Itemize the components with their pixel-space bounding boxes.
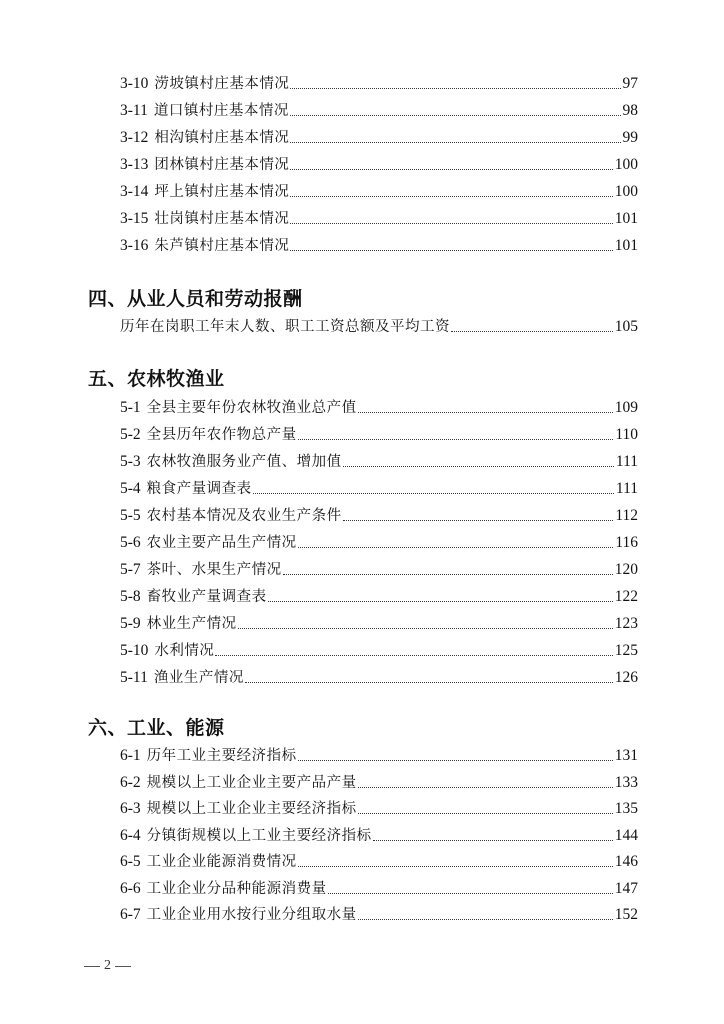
toc-entry[interactable]	[120, 315, 638, 337]
entry-page: 126	[614, 669, 638, 686]
entry-number: 5-2	[120, 426, 141, 443]
entry-title: 林业生产情况	[146, 616, 237, 632]
footer-dash-left	[84, 966, 100, 967]
entry-title: 历年在岗职工年末人数、职工工资总额及平均工资	[120, 319, 450, 335]
toc-entry[interactable]	[120, 477, 638, 499]
entry-page: 152	[614, 906, 638, 923]
toc-entry[interactable]	[120, 558, 638, 580]
entry-page: 131	[614, 747, 638, 764]
toc-entry[interactable]	[120, 72, 638, 94]
dot-leader	[343, 520, 614, 521]
entry-title: 工业企业分品种能源消费量	[146, 881, 327, 897]
entry-title: 全县主要年份农林牧渔业总产值	[146, 400, 357, 416]
section-heading: 四、从业人员和劳动报酬	[88, 288, 303, 310]
entry-number: 3-14	[120, 183, 149, 200]
entry-page: 125	[614, 642, 638, 659]
entry-title: 茶叶、水果生产情况	[146, 562, 282, 578]
page-footer	[80, 956, 135, 976]
entry-page: 98	[622, 102, 638, 119]
entry-number: 3-13	[120, 156, 149, 173]
entry-title: 壮岗镇村庄基本情况	[154, 211, 290, 227]
entry-page: 147	[614, 880, 638, 897]
dot-leader	[290, 88, 620, 89]
toc-entry[interactable]	[120, 207, 638, 229]
dot-leader	[268, 601, 613, 602]
entry-page: 116	[615, 534, 638, 551]
entry-number: 6-2	[120, 774, 141, 791]
entry-title: 团林镇村庄基本情况	[154, 157, 290, 173]
toc-entry[interactable]	[120, 639, 638, 661]
entry-number: 3-12	[120, 129, 149, 146]
toc-entry[interactable]	[120, 771, 638, 793]
toc-entry[interactable]	[120, 504, 638, 526]
dot-leader	[358, 919, 613, 920]
toc-entry[interactable]	[120, 903, 638, 925]
toc-entry[interactable]	[120, 797, 638, 819]
dot-leader	[290, 196, 612, 197]
entry-title: 渔业生产情况	[153, 670, 244, 686]
entry-title: 工业企业能源消费情况	[146, 854, 297, 870]
dot-leader	[290, 169, 612, 170]
entry-page: 100	[614, 183, 638, 200]
entry-number: 6-7	[120, 906, 141, 923]
dot-leader	[328, 893, 613, 894]
entry-number: 5-11	[120, 669, 148, 686]
footer-dash-right	[115, 966, 131, 967]
toc-entry[interactable]	[120, 585, 638, 607]
entry-title: 畜牧业产量调查表	[146, 589, 267, 605]
entry-page: 109	[614, 399, 638, 416]
entry-number: 6-3	[120, 800, 141, 817]
dot-leader	[358, 813, 613, 814]
dot-leader	[290, 250, 612, 251]
dot-leader	[283, 574, 613, 575]
toc-entry[interactable]	[120, 531, 638, 553]
toc-entry[interactable]	[120, 666, 638, 688]
section-heading: 五、农林牧渔业	[88, 368, 225, 390]
section-heading: 六、工业、能源	[88, 717, 225, 739]
dot-leader	[238, 628, 613, 629]
entry-number: 5-3	[120, 453, 141, 470]
toc-entry[interactable]	[120, 234, 638, 256]
toc-entry[interactable]	[120, 126, 638, 148]
dot-leader	[245, 682, 613, 683]
toc-entry[interactable]	[120, 824, 638, 846]
entry-title: 坪上镇村庄基本情况	[154, 184, 290, 200]
entry-page: 112	[615, 507, 638, 524]
dot-leader	[343, 466, 614, 467]
entry-page: 122	[614, 588, 638, 605]
entry-number: 6-1	[120, 747, 141, 764]
toc-entry[interactable]	[120, 180, 638, 202]
entry-page: 101	[614, 237, 638, 254]
entry-number: 6-5	[120, 853, 141, 870]
dot-leader	[298, 439, 614, 440]
entry-page: 97	[622, 75, 638, 92]
toc-entry[interactable]	[120, 744, 638, 766]
dot-leader	[298, 760, 613, 761]
entry-title: 农业主要产品生产情况	[146, 535, 297, 551]
entry-title: 农村基本情况及农业生产条件	[146, 508, 342, 524]
entry-title: 道口镇村庄基本情况	[153, 103, 289, 119]
entry-page: 146	[614, 853, 638, 870]
entry-page: 133	[614, 774, 638, 791]
entry-title: 分镇街规模以上工业主要经济指标	[146, 828, 372, 844]
entry-page: 110	[615, 426, 638, 443]
entry-page: 144	[614, 827, 638, 844]
toc-entry[interactable]	[120, 396, 638, 418]
toc-entry[interactable]	[120, 612, 638, 634]
entry-title: 历年工业主要经济指标	[146, 748, 297, 764]
entry-number: 6-6	[120, 880, 141, 897]
entry-page: 123	[614, 615, 638, 632]
toc-entry[interactable]	[120, 423, 638, 445]
entry-number: 5-9	[120, 615, 141, 632]
toc-entry[interactable]	[120, 153, 638, 175]
entry-title: 粮食产量调查表	[146, 481, 252, 497]
dot-leader	[358, 412, 613, 413]
entry-page: 105	[614, 318, 638, 335]
entry-number: 3-16	[120, 237, 149, 254]
entry-page: 135	[614, 800, 638, 817]
dot-leader	[451, 331, 613, 332]
page-number: 2	[104, 958, 111, 973]
toc-entry[interactable]	[120, 850, 638, 872]
entry-number: 5-6	[120, 534, 141, 551]
entry-number: 5-10	[120, 642, 149, 659]
entry-title: 工业企业用水按行业分组取水量	[146, 907, 357, 923]
entry-number: 5-5	[120, 507, 141, 524]
entry-title: 相沟镇村庄基本情况	[154, 130, 290, 146]
dot-leader	[290, 115, 621, 116]
entry-number: 3-10	[120, 75, 149, 92]
entry-number: 6-4	[120, 827, 141, 844]
entry-title: 朱芦镇村庄基本情况	[154, 238, 290, 254]
dot-leader	[215, 655, 612, 656]
entry-number: 5-8	[120, 588, 141, 605]
entry-page: 120	[614, 561, 638, 578]
entry-number: 3-15	[120, 210, 149, 227]
entry-page: 99	[622, 129, 638, 146]
entry-page: 111	[615, 480, 638, 497]
entry-number: 3-11	[120, 102, 148, 119]
entry-number: 5-4	[120, 480, 141, 497]
dot-leader	[358, 787, 613, 788]
entry-title: 水利情况	[154, 643, 215, 659]
dot-leader	[298, 866, 613, 867]
dot-leader	[253, 493, 614, 494]
entry-page: 100	[614, 156, 638, 173]
entry-page: 111	[615, 453, 638, 470]
toc-entry[interactable]	[120, 877, 638, 899]
entry-number: 5-1	[120, 399, 141, 416]
entry-title: 涝坡镇村庄基本情况	[154, 76, 290, 92]
entry-title: 全县历年农作物总产量	[146, 427, 297, 443]
entry-title: 规模以上工业企业主要经济指标	[146, 801, 357, 817]
entry-title: 规模以上工业企业主要产品产量	[146, 775, 357, 791]
toc-entry[interactable]	[120, 450, 638, 472]
dot-leader	[373, 840, 613, 841]
dot-leader	[298, 547, 614, 548]
entry-number: 5-7	[120, 561, 141, 578]
toc-entry[interactable]	[120, 99, 638, 121]
dot-leader	[290, 223, 612, 224]
dot-leader	[290, 142, 620, 143]
entry-title: 农林牧渔服务业产值、增加值	[146, 454, 342, 470]
entry-page: 101	[614, 210, 638, 227]
